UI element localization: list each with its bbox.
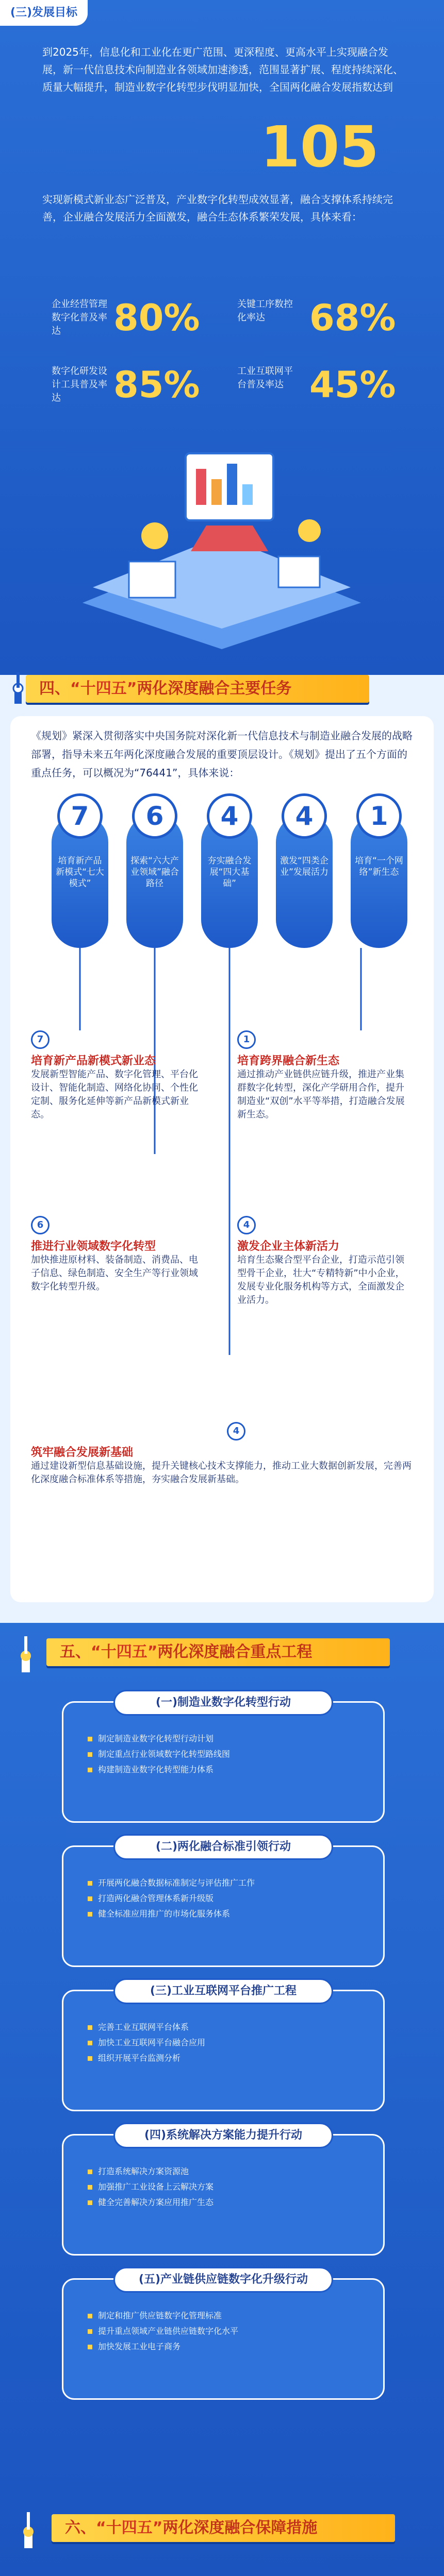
project-card (62, 2123, 382, 2257)
task-badge: 4 (227, 1422, 245, 1440)
project-item: 组织开展平台监测分析 (83, 2050, 361, 2066)
metric-card (31, 355, 211, 417)
project-item: 健全标准应用推广的市场化服务体系 (83, 1906, 361, 1922)
task-badge: 7 (31, 1030, 50, 1049)
task-title: 筑牢融合发展新基础 (31, 1446, 134, 1459)
task-body: 通过推动产业链供应链升级，推进产业集群数字化转型，深化产学研用合作，提升制造业“双创”水平等举措，打造融合发展新生态。 (237, 1069, 405, 1120)
task-number: 4 (282, 793, 327, 839)
task-badge: 6 (31, 1216, 50, 1234)
project-item: 加强推广工业设备上云解决方案 (83, 2179, 361, 2195)
robot-arm-icon (5, 670, 31, 706)
section4-intro: 《规划》紧深入贯彻落实中央国务院对深化新一代信息技术与制造业融合发展的战略部署，指导未来五年两化深度融合发展的重要顶层设计。《规划》提出了五个方面的重点任务，可以概况为“76441”，具体来说： (31, 730, 413, 779)
project-items (83, 2020, 361, 2066)
task-number: 4 (207, 793, 252, 839)
section6-header-suffix: 两化深度融合保障措施 (162, 2519, 318, 2537)
task-column-text: 培育新产品新模式“七大模式” (56, 856, 104, 889)
project-items (83, 1731, 361, 1777)
task-number: 1 (356, 793, 402, 839)
project-item: 打造系统解决方案资源池 (83, 2164, 361, 2179)
project-card (62, 1978, 382, 2112)
section4-header-prefix: 四、 (39, 680, 70, 698)
task-body: 加快推进原材料、装备制造、消费品、电子信息、绿色制造、安全生产等行业领域数字化转型升级。 (31, 1255, 198, 1292)
metric-card (222, 355, 418, 417)
task-number: 7 (57, 793, 103, 839)
task-detail (237, 1030, 413, 1122)
project-items (83, 1875, 361, 1922)
metric-value: 85% (113, 364, 200, 406)
project-card (62, 1834, 382, 1968)
metric-card (31, 289, 211, 350)
metric-label: 关键工序数控化率达 (237, 299, 293, 323)
section3-body: 实现新模式新业态广泛普及，产业数字化转型成效显著，融合支撑体系持续完善，企业融合发展活力全面激发，融合生态体系繁荣发展，具体来看： (42, 193, 393, 223)
project-item: 制定和推广供应链数字化管理标准 (83, 2308, 361, 2324)
project-item: 加快工业互联网平台融合应用 (83, 2035, 361, 2050)
task-badge: 4 (237, 1216, 256, 1234)
project-item: 构建制造业数字化转型能力体系 (83, 1762, 361, 1777)
project-item: 加快发展工业电子商务 (83, 2339, 361, 2354)
section5-header (46, 1638, 390, 1666)
project-title: (二)两化融合标准引领行动 (113, 1834, 333, 1860)
section4-header (26, 675, 369, 703)
project-item: 打造两化融合管理体系新升级版 (83, 1891, 361, 1906)
robot-arm-icon (10, 1633, 41, 1674)
metric-value: 45% (309, 364, 396, 406)
metric-label: 数字化研发设计工具普及率达 (52, 366, 107, 403)
task-title: 激发企业主体新活力 (237, 1240, 340, 1253)
project-title: (五)产业链供应链数字化升级行动 (113, 2267, 333, 2293)
project-title: (一)制造业数字化转型行动 (113, 1690, 333, 1716)
project-item: 完善工业互联网平台体系 (83, 2020, 361, 2035)
task-detail (31, 1030, 206, 1122)
index-value: 105 (260, 114, 379, 180)
task-title: 推进行业领域数字化转型 (31, 1240, 156, 1253)
project-item: 制定重点行业领域数字化转型路线图 (83, 1747, 361, 1762)
task-body: 培育生态聚合型平台企业，打造示范引领型骨干企业，壮大“专精特新”中小企业，发展专业化服务机构等方式，全面激发企业活力。 (237, 1255, 405, 1306)
section5-header-suffix: 两化深度融合重点工程 (157, 1643, 313, 1661)
tech-illustration (72, 433, 371, 649)
task-detail (31, 1422, 413, 1486)
section5-header-highlight: “十四五” (91, 1643, 158, 1661)
project-card (62, 2267, 382, 2401)
project-title: (四)系统解决方案能力提升行动 (113, 2123, 333, 2148)
task-column-text: 夯实融合发展“四大基础” (207, 856, 252, 889)
metric-label: 工业互联网平台普及率达 (237, 366, 293, 390)
project-item: 制定制造业数字化转型行动计划 (83, 1731, 361, 1747)
task-column-text: 探索“六大产业领域”融合路径 (130, 856, 179, 889)
section4-header-suffix: 两化深度融合主要任务 (137, 680, 292, 698)
metric-card (222, 289, 418, 350)
section3-header-tag: (三)发展目标 (0, 0, 88, 26)
task-title: 培育新产品新模式新业态 (31, 1055, 156, 1067)
task-detail (31, 1216, 206, 1294)
task-numbers (52, 793, 407, 948)
task-title: 培育跨界融合新生态 (237, 1055, 340, 1067)
task-column-text: 培育“一个网络”新生态 (355, 856, 403, 877)
project-items (83, 2308, 361, 2354)
robot-arm-icon (13, 2509, 44, 2550)
project-items (83, 2164, 361, 2210)
project-item: 开展两化融合数据标准制定与评估推广工作 (83, 1875, 361, 1891)
task-badge: 1 (237, 1030, 256, 1049)
section6-header (52, 2514, 395, 2542)
metric-value: 80% (113, 297, 200, 339)
task-number: 6 (132, 793, 177, 839)
section3-intro: 到2025年，信息化和工业化在更广范围、更深程度、更高水平上实现融合发展，新一代信息技术向制造业各领域加速渗透，范围显著扩展、程度持续深化、质量大幅提升，制造业数字化转型步伐明显加快，全国两化融合发展指数达到 (42, 46, 403, 93)
project-card (62, 1690, 382, 1824)
metric-label: 企业经营管理数字化普及率达 (52, 299, 107, 336)
task-body: 发展新型智能产品、数字化管理、平台化设计、智能化制造、网络化协同、个性化定制、服务化延伸等新产品新模式新业态。 (31, 1069, 198, 1120)
task-body: 通过建设新型信息基础设施，提升关键核心技术支撑能力，推动工业大数据创新发展，完善两化深度融合标准体系等措施，夯实融合发展新基础。 (31, 1461, 412, 1485)
task-column-text: 激发“四类企业”发展活力 (280, 856, 328, 877)
section4-header-highlight: “十四五” (70, 680, 137, 698)
section6-header-prefix: 六、 (65, 2519, 96, 2537)
project-item: 健全完善解决方案应用推广生态 (83, 2195, 361, 2210)
task-detail (237, 1216, 413, 1307)
connector-lines (0, 948, 444, 1412)
project-title: (三)工业互联网平台推广工程 (113, 1978, 333, 2004)
section6-header-highlight: “十四五” (96, 2519, 163, 2537)
metric-value: 68% (309, 297, 396, 339)
project-item: 提升重点领域产业链供应链数字化水平 (83, 2324, 361, 2339)
section5-header-prefix: 五、 (60, 1643, 91, 1661)
